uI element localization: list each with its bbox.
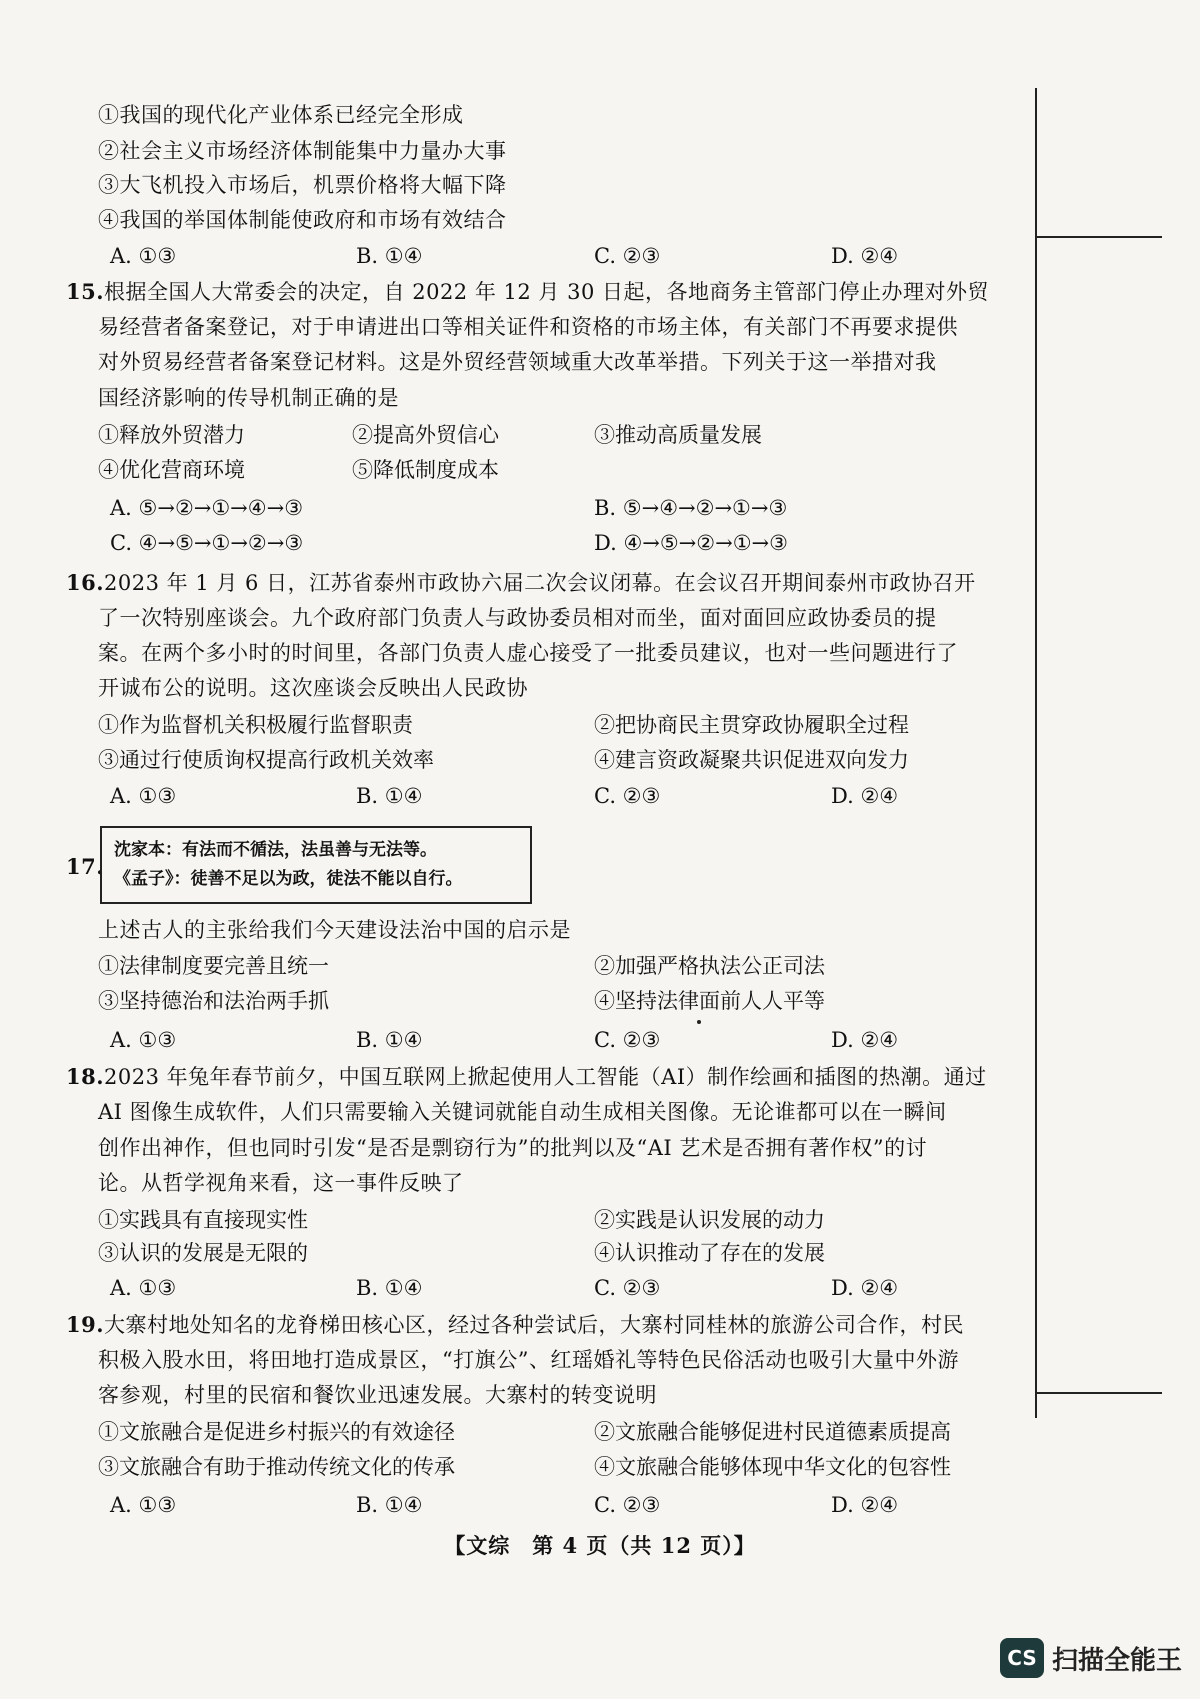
stem-line: AI 图像生成软件，人们只需要输入关键词就能自动生成相关图像。无论谁都可以在一瞬间: [98, 1100, 947, 1124]
statement: ②实践是认识发展的动力: [594, 1208, 825, 1232]
choice-b: B. ①④: [356, 1493, 423, 1517]
statement-row: [0, 455, 1200, 485]
statement: ④认识推动了存在的发展: [594, 1241, 825, 1265]
statement: ②提高外贸信心: [352, 423, 499, 447]
stem-line: 论。从哲学视角来看，这一事件反映了: [98, 1171, 464, 1195]
statement: ③通过行使质询权提高行政机关效率: [98, 748, 434, 772]
statement: ②把协商民主贯穿政协履职全过程: [594, 713, 909, 737]
choice-b: B. ①④: [356, 244, 423, 268]
scanner-watermark: [1000, 1636, 1182, 1680]
statement-row: [0, 951, 1200, 981]
choice-a: A. ①③: [110, 1028, 177, 1052]
question-number: 16.: [66, 570, 105, 595]
choice-a: A. ①③: [110, 1276, 177, 1300]
statement: ③文旅融合有助于推动传统文化的传承: [98, 1455, 455, 1479]
choice-a: A. ①③: [110, 1493, 177, 1517]
speck: [697, 1020, 701, 1024]
statement: ③推动高质量发展: [594, 423, 762, 447]
page-footer: 【文综 第 4 页（共 12 页）】: [444, 1533, 756, 1558]
choice-a: A. ⑤→②→①→④→③: [110, 496, 304, 520]
choice-c: C. ②③: [594, 1276, 661, 1300]
statement-row: [0, 710, 1200, 740]
answer-choices: [0, 781, 1200, 811]
statement-row: [0, 986, 1200, 1016]
statement: ②加强严格执法公正司法: [594, 954, 825, 978]
choice-b: B. ①④: [356, 1028, 423, 1052]
statement: ①实践具有直接现实性: [98, 1208, 308, 1232]
statement-row: [0, 1238, 1200, 1268]
question-number: 15.: [66, 279, 105, 304]
choice-b: B. ⑤→④→②→①→③: [594, 496, 788, 520]
statement-row: [0, 1205, 1200, 1235]
statement-row: [0, 745, 1200, 775]
statement-row: [0, 420, 1200, 450]
choice-b: B. ①④: [356, 784, 423, 808]
choice-c: C. ②③: [594, 1493, 661, 1517]
statement: ④建言资政凝聚共识促进双向发力: [594, 748, 909, 772]
answer-choices: [0, 1273, 1200, 1303]
quote-line: 《孟子》：徒善不足以为政，徒法不能以自行。: [114, 869, 463, 889]
choice-d: D. ④→⑤→②→①→③: [594, 531, 788, 555]
statement: ①释放外贸潜力: [98, 423, 245, 447]
choice-c: C. ④→⑤→①→②→③: [110, 531, 304, 555]
answer-choices: [0, 528, 1200, 558]
statement: ⑤降低制度成本: [352, 458, 499, 482]
statement: ②文旅融合能够促进村民道德素质提高: [594, 1420, 951, 1444]
quote-line: 沈家本：有法而不循法，法虽善与无法等。: [114, 840, 437, 860]
statement: ③坚持德治和法治两手抓: [98, 989, 329, 1013]
margin-horizontal-rule-top: [1037, 236, 1162, 238]
choice-d: D. ②④: [831, 1493, 899, 1517]
answer-choices: [0, 493, 1200, 523]
answer-choices: [0, 1490, 1200, 1520]
margin-horizontal-rule-bottom: [1037, 1392, 1162, 1394]
camscanner-logo-icon: CS: [1000, 1638, 1044, 1678]
stem-line: 了一次特别座谈会。九个政府部门负责人与政协委员相对而坐，面对面回应政协委员的提: [98, 606, 937, 630]
question-16-stem-line: [66, 568, 976, 598]
statement-row: [0, 1417, 1200, 1447]
statement: ①法律制度要完善且统一: [98, 954, 329, 978]
choice-c: C. ②③: [594, 784, 661, 808]
stem-text: 根据全国人大常委会的决定，自 2022 年 12 月 30 日起，各地商务主管部门停止办理对外贸: [104, 280, 989, 304]
stem-line: 开诚布公的说明。这次座谈会反映出人民政协: [98, 676, 528, 700]
choice-c: C. ②③: [594, 1028, 661, 1052]
statement: ④文旅融合能够体现中华文化的包容性: [594, 1455, 951, 1479]
question-number: 19.: [66, 1312, 105, 1337]
statement: ④优化营商环境: [98, 458, 245, 482]
quote-box: [100, 826, 532, 904]
choice-a: A. ①③: [110, 244, 177, 268]
stem-line: 案。在两个多小时的时间里，各部门负责人虚心接受了一批委员建议，也对一些问题进行了: [98, 641, 958, 665]
stem-text: 大寨村地处知名的龙脊梯田核心区，经过各种尝试后，大寨村同桂林的旅游公司合作，村民: [104, 1313, 965, 1337]
choice-d: D. ②④: [831, 784, 899, 808]
answer-choices: [0, 1025, 1200, 1055]
question-15-stem-line: [66, 277, 989, 307]
choice-b: B. ①④: [356, 1276, 423, 1300]
stem-line: 客参观，村里的民宿和餐饮业迅速发展。大寨村的转变说明: [98, 1383, 657, 1407]
statement: ④我国的举国体制能使政府和市场有效结合: [98, 208, 507, 232]
question-number: 17.: [66, 854, 105, 879]
stem-line: 积极入股水田，将田地打造成景区，“打旗公”、红瑶婚礼等特色民俗活动也吸引大量中外游: [98, 1348, 959, 1372]
choice-d: D. ②④: [831, 1028, 899, 1052]
stem-line: 对外贸易经营者备案登记材料。这是外贸经营领域重大改革举措。下列关于这一举措对我: [98, 350, 937, 374]
watermark-text: 扫描全能王: [1052, 1645, 1183, 1676]
statement: ①我国的现代化产业体系已经完全形成: [98, 103, 464, 127]
stem-text: 2023 年兔年春节前夕，中国互联网上掀起使用人工智能（AI）制作绘画和插图的热潮。通过: [104, 1065, 987, 1089]
statement: ①作为监督机关积极履行监督职责: [98, 713, 413, 737]
statement: ④坚持法律面前人人平等: [594, 989, 825, 1013]
stem-text: 2023 年 1 月 6 日，江苏省泰州市政协六届二次会议闭幕。在会议召开期间泰州市政协召开: [104, 571, 976, 595]
choice-d: D. ②④: [831, 244, 899, 268]
statement-row: [0, 1452, 1200, 1482]
stem-line: 创作出神作，但也同时引发“是否是剽窃行为”的批判以及“AI 艺术是否拥有著作权”的讨: [98, 1136, 928, 1160]
stem-line: 易经营者备案登记，对于申请进出口等相关证件和资格的市场主体，有关部门不再要求提供: [98, 315, 958, 339]
choice-d: D. ②④: [831, 1276, 899, 1300]
statement: ①文旅融合是促进乡村振兴的有效途径: [98, 1420, 455, 1444]
question-number: 18.: [66, 1064, 105, 1089]
stem-line: 上述古人的主张给我们今天建设法治中国的启示是: [98, 918, 571, 942]
question-19-stem-line: [66, 1310, 964, 1340]
stem-line: 国经济影响的传导机制正确的是: [98, 386, 399, 410]
statement: ②社会主义市场经济体制能集中力量办大事: [98, 139, 507, 163]
statement: ③认识的发展是无限的: [98, 1241, 308, 1265]
statement: ③大飞机投入市场后，机票价格将大幅下降: [98, 173, 507, 197]
choice-a: A. ①③: [110, 784, 177, 808]
question-18-stem-line: [66, 1062, 987, 1092]
choice-c: C. ②③: [594, 244, 661, 268]
answer-choices: [0, 241, 1200, 271]
